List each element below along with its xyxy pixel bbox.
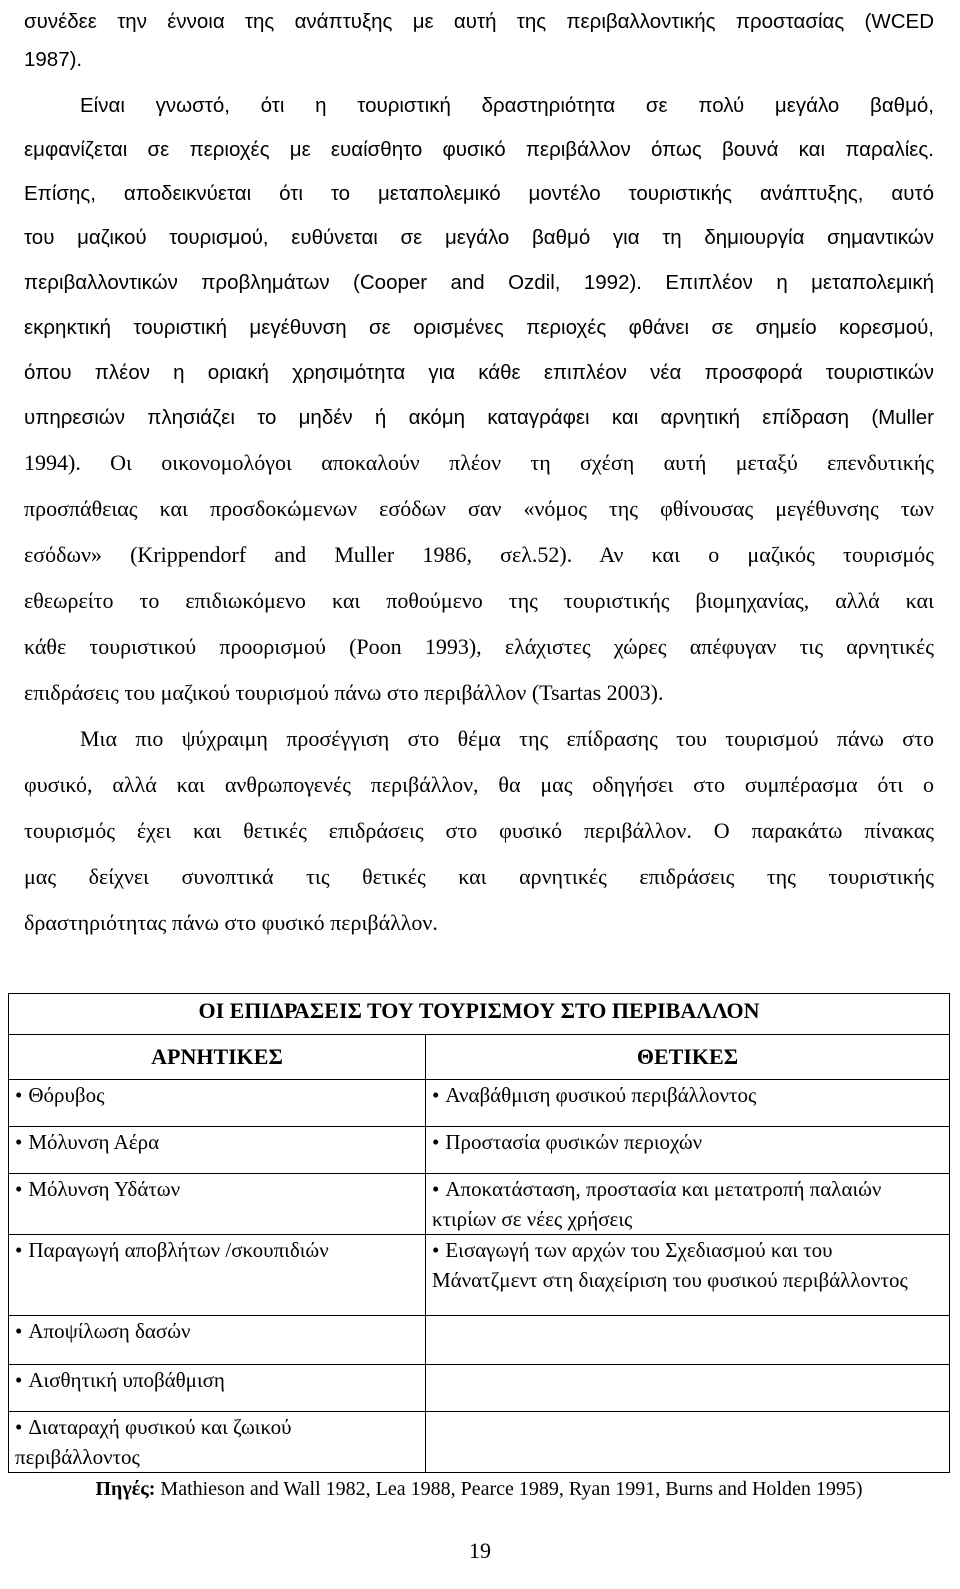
table-row bbox=[9, 1412, 950, 1473]
positive-cell bbox=[426, 1080, 950, 1127]
table-row bbox=[9, 1316, 950, 1365]
positive-item: Προστασία φυσικών περιοχών bbox=[445, 1130, 703, 1154]
table-title: ΟΙ ΕΠΙΔΡΑΣΕΙΣ ΤΟΥ ΤΟΥΡΙΣΜΟΥ ΣΤΟ ΠΕΡΙΒΑΛΛΟΝ bbox=[9, 994, 950, 1035]
body-line: του μαζικού τουρισμού, ευθύνεται σε μεγάλο βαθμό για τη δημιουργία σημαντικών bbox=[24, 226, 934, 249]
body-line: εσόδων» (Krippendorf and Muller 1986, σελ.52). Αν και ο μαζικός τουρισμός bbox=[24, 542, 934, 567]
body-line: υπηρεσιών πλησιάζει το μηδέν ή ακόμη καταγράφει και αρνητική επίδραση (Muller bbox=[24, 406, 934, 429]
positive-item: Αναβάθμιση φυσικού περιβάλλοντος bbox=[445, 1083, 757, 1107]
body-line: όπου πλέον η οριακή χρησιμότητα για κάθε επιπλέον νέα προσφορά τουριστικών bbox=[24, 361, 934, 384]
bullet-icon: • bbox=[15, 1319, 23, 1343]
negative-cell bbox=[9, 1127, 426, 1174]
table-row bbox=[9, 1365, 950, 1412]
bullet-icon: • bbox=[15, 1177, 23, 1201]
positive-cell bbox=[426, 1127, 950, 1174]
body-line: δραστηριότητας πάνω στο φυσικό περιβάλλον. bbox=[24, 910, 438, 935]
body-line: 1994). Οι οικονομολόγοι αποκαλούν πλέον τη σχέση αυτή μεταξύ επενδυτικής bbox=[24, 450, 934, 475]
positive-cell bbox=[426, 1365, 950, 1412]
bullet-icon: • bbox=[15, 1238, 23, 1262]
body-line: εθεωρείτο το επιδιωκόμενο και ποθούμενο της τουριστικής βιομηχανίας, αλλά και bbox=[24, 588, 934, 613]
bullet-icon: • bbox=[432, 1177, 440, 1201]
negative-cell bbox=[9, 1316, 426, 1365]
negative-item: Διαταραχή φυσικού και ζωικού περιβάλλοντος bbox=[15, 1415, 292, 1469]
source-label: Πηγές: bbox=[95, 1478, 156, 1500]
positive-cell bbox=[426, 1316, 950, 1365]
body-line: τουρισμός έχει και θετικές επιδράσεις στο φυσικό περιβάλλον. Ο παρακάτω πίνακας bbox=[24, 818, 934, 843]
body-line: κάθε τουριστικού προορισμού (Poon 1993), ελάχιστες χώρες απέφυγαν τις αρνητικές bbox=[24, 634, 934, 659]
page-number: 19 bbox=[469, 1538, 491, 1563]
body-line: προσπάθειας και προσδοκώμενων εσόδων σαν «νόμος της φθίνουσας μεγέθυνσης των bbox=[24, 496, 934, 521]
negative-cell bbox=[9, 1235, 426, 1316]
bullet-icon: • bbox=[15, 1083, 23, 1107]
negative-item: Παραγωγή αποβλήτων /σκουπιδιών bbox=[28, 1238, 329, 1262]
positive-cell bbox=[426, 1412, 950, 1473]
table-row bbox=[9, 1080, 950, 1127]
body-line: επιδράσεις του μαζικού τουρισμού πάνω στο περιβάλλον (Tsartas 2003). bbox=[24, 680, 664, 705]
negative-cell bbox=[9, 1174, 426, 1235]
body-line: εμφανίζεται σε περιοχές με ευαίσθητο φυσικό περιβάλλον όπως βουνά και παραλίες. bbox=[24, 138, 934, 161]
negative-item: Αισθητική υποβάθμιση bbox=[28, 1368, 225, 1392]
positive-cell bbox=[426, 1174, 950, 1235]
bullet-icon: • bbox=[432, 1238, 440, 1262]
body-line: Είναι γνωστό, ότι η τουριστική δραστηριότητα σε πολύ μεγάλο βαθμό, bbox=[80, 94, 934, 117]
negative-cell bbox=[9, 1365, 426, 1412]
negative-item: Θόρυβος bbox=[28, 1083, 105, 1107]
positive-cell bbox=[426, 1235, 950, 1316]
body-line: μας δείχνει συνοπτικά τις θετικές και αρνητικές επιδράσεις της τουριστικής bbox=[24, 864, 934, 889]
body-line: Μια πιο ψύχραιμη προσέγγιση στο θέμα της επίδρασης του τουρισμού πάνω στο bbox=[80, 726, 934, 751]
body-line: 1987). bbox=[24, 48, 83, 71]
body-line: εκρηκτική τουριστική μεγέθυνση σε ορισμένες περιοχές φθάνει σε σημείο κορεσμού, bbox=[24, 316, 934, 339]
table-source bbox=[24, 1478, 934, 1501]
negative-item: Μόλυνση Υδάτων bbox=[28, 1177, 181, 1201]
negative-item: Μόλυνση Αέρα bbox=[28, 1130, 160, 1154]
body-line: συνέδεε την έννοια της ανάπτυξης με αυτή της περιβαλλοντικής προστασίας (WCED bbox=[24, 10, 934, 33]
positive-item: Εισαγωγή των αρχών του Σχεδιασμού και του Μάνατζμεντ στη διαχείριση του φυσικού περιβάλλοντος bbox=[432, 1238, 908, 1292]
positive-item: Αποκατάσταση, προστασία και μετατροπή παλαιών κτιρίων σε νέες χρήσεις bbox=[432, 1177, 882, 1231]
bullet-icon: • bbox=[15, 1368, 23, 1392]
body-line: περιβαλλοντικών προβλημάτων (Cooper and Ozdil, 1992). Επιπλέον η μεταπολεμική bbox=[24, 271, 934, 294]
table-row bbox=[9, 1127, 950, 1174]
body-line: φυσικό, αλλά και ανθρωπογενές περιβάλλον, θα μας οδηγήσει στο συμπέρασμα ότι ο bbox=[24, 772, 934, 797]
negative-header: ΑΡΝΗΤΙΚΕΣ bbox=[9, 1035, 426, 1080]
table-row bbox=[9, 1174, 950, 1235]
bullet-icon: • bbox=[432, 1083, 440, 1107]
source-text: Mathieson and Wall 1982, Lea 1988, Pearce 1989, Ryan 1991, Burns and Holden 1995) bbox=[155, 1478, 863, 1500]
table-row bbox=[9, 1235, 950, 1316]
body-line: Επίσης, αποδεικνύεται ότι το μεταπολεμικό μοντέλο τουριστικής ανάπτυξης, αυτό bbox=[24, 182, 934, 205]
negative-cell bbox=[9, 1080, 426, 1127]
negative-item: Αποψίλωση δασών bbox=[28, 1319, 191, 1343]
positive-header: ΘΕΤΙΚΕΣ bbox=[426, 1035, 950, 1080]
tourism-impacts-table bbox=[8, 993, 950, 1473]
bullet-icon: • bbox=[432, 1130, 440, 1154]
negative-cell bbox=[9, 1412, 426, 1473]
bullet-icon: • bbox=[15, 1130, 23, 1154]
bullet-icon: • bbox=[15, 1415, 23, 1439]
